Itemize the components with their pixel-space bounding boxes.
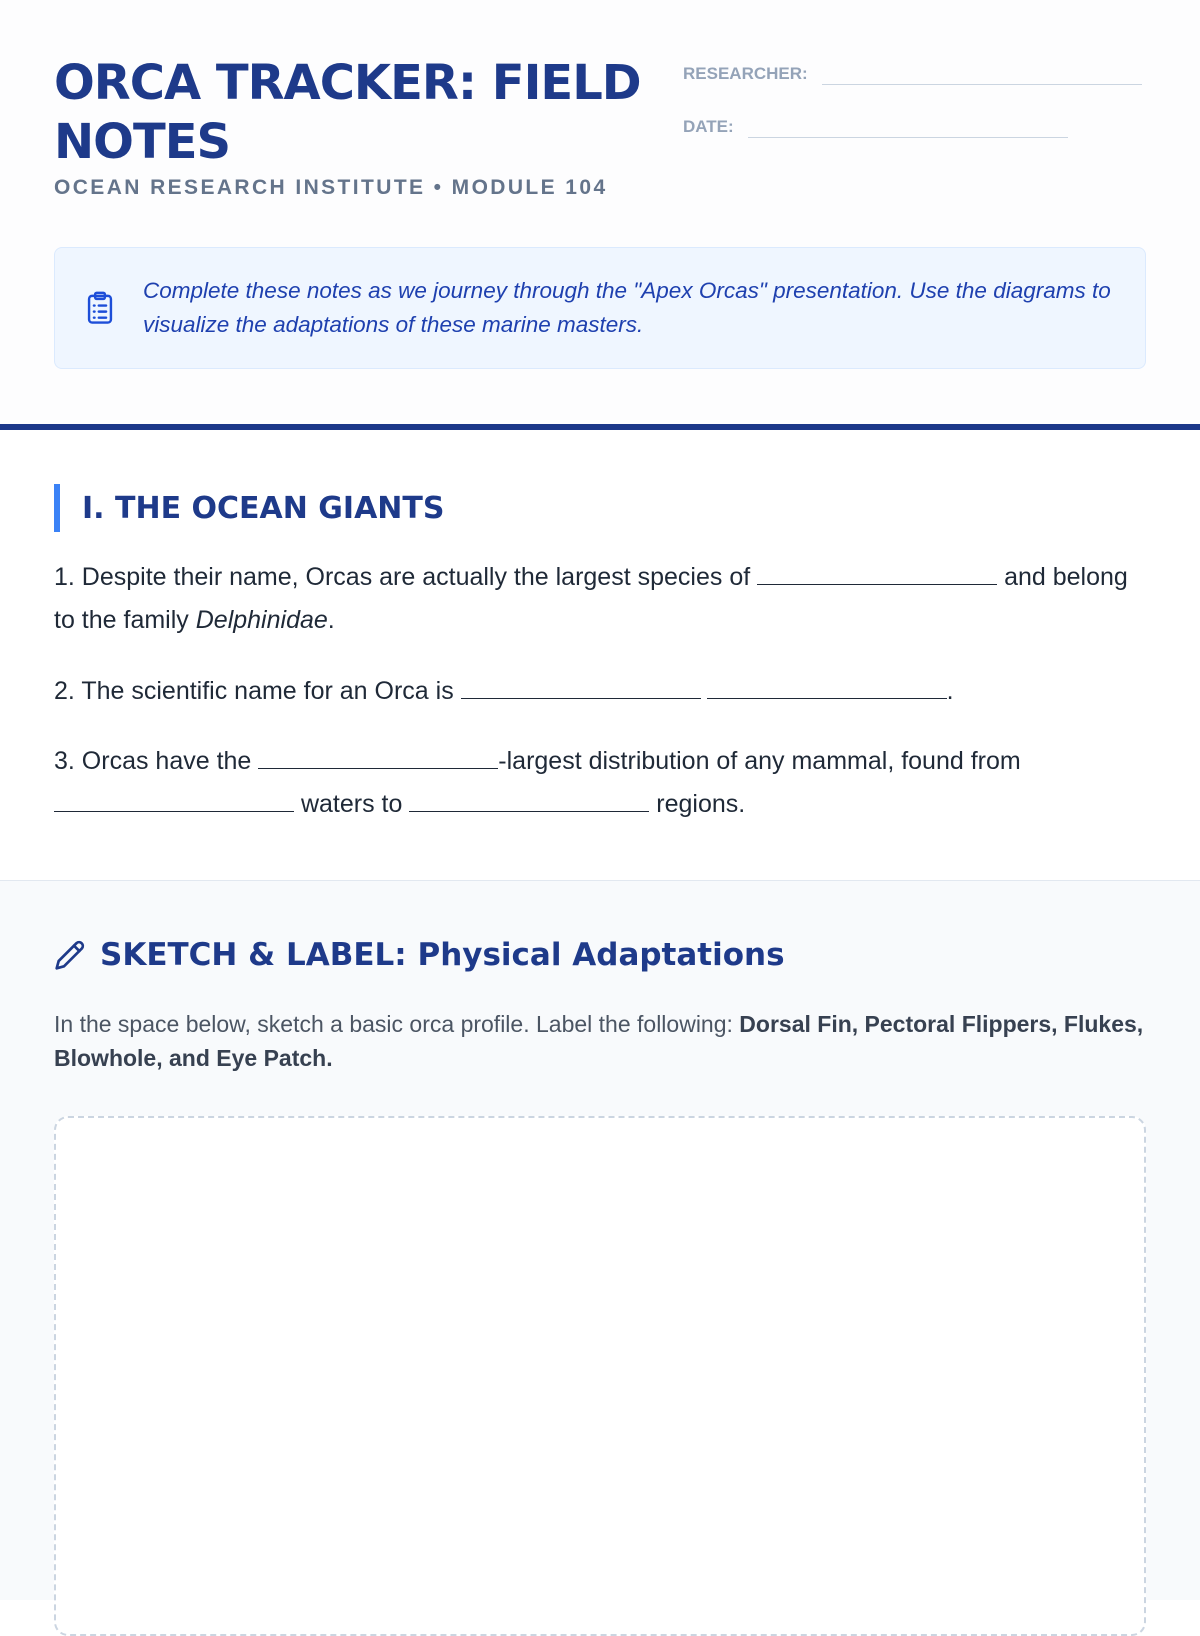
sketch-heading xyxy=(54,937,785,973)
header xyxy=(0,0,1200,420)
question-3-end: regions. xyxy=(656,790,746,818)
intro-callout xyxy=(54,247,1146,369)
date-row xyxy=(683,115,1068,138)
section-ocean-giants xyxy=(0,430,1200,880)
question-2-blank-species[interactable] xyxy=(707,678,947,699)
question-2-prefix: 2. The scientific name for an Orca is xyxy=(54,677,454,705)
intro-text: Complete these notes as we journey through the "Apex Orcas" presentation. Use the diagrams to visualize the adaptations of these marine masters. xyxy=(143,278,1111,337)
sketch-instructions xyxy=(54,1007,1154,1075)
date-label: DATE: xyxy=(683,117,734,136)
question-3 xyxy=(54,740,1154,826)
pencil-icon xyxy=(54,939,86,971)
sketch-heading-text: SKETCH & LABEL: Physical Adaptations xyxy=(100,937,785,973)
question-3-blank-rank[interactable] xyxy=(258,748,498,769)
question-3-blank-to[interactable] xyxy=(409,791,649,812)
sketch-label-list: Dorsal Fin, Pectoral Flippers, Flukes, Blowhole, and Eye Patch. xyxy=(54,1011,1144,1071)
clipboard-icon xyxy=(85,291,115,325)
page-subtitle: OCEAN RESEARCH INSTITUTE • MODULE 104 xyxy=(54,176,608,199)
question-2 xyxy=(54,670,1154,713)
question-2-end: . xyxy=(946,677,954,705)
question-3-mid2: waters to xyxy=(300,790,403,818)
question-1 xyxy=(54,556,1154,642)
researcher-field[interactable] xyxy=(822,62,1142,85)
question-1-end: . xyxy=(327,606,335,634)
date-field[interactable] xyxy=(748,115,1068,138)
researcher-label: RESEARCHER: xyxy=(683,64,808,83)
section-heading: I. THE OCEAN GIANTS xyxy=(54,484,444,532)
question-2-blank-genus[interactable] xyxy=(461,678,701,699)
family-name: Delphinidae xyxy=(195,606,328,634)
researcher-row xyxy=(683,62,1142,85)
question-1-blank[interactable] xyxy=(757,564,997,585)
sketch-instruction-text: In the space below, sketch a basic orca profile. Label the following: xyxy=(54,1011,733,1037)
question-1-prefix: 1. Despite their name, Orcas are actually the largest species of xyxy=(54,563,751,591)
question-3-mid1: -largest distribution of any mammal, found from xyxy=(498,747,1021,775)
question-3-prefix: 3. Orcas have the xyxy=(54,747,252,775)
question-3-blank-from[interactable] xyxy=(54,791,294,812)
page-title: ORCA TRACKER: FIELD NOTES xyxy=(54,55,641,170)
section-sketch xyxy=(0,881,1200,1600)
sketch-area[interactable] xyxy=(54,1116,1146,1636)
question-1-mid: and belong to the family xyxy=(54,563,1128,634)
